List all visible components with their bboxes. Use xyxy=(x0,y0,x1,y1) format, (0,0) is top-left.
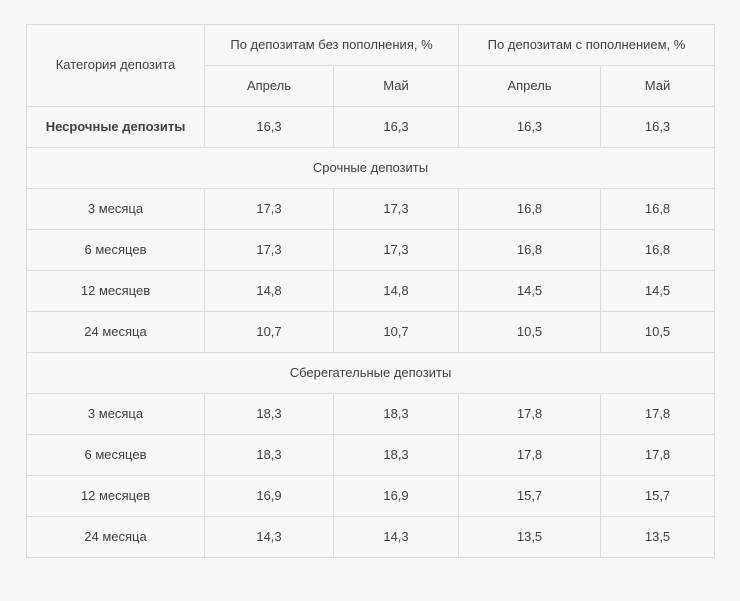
rate-cell: 16,3 xyxy=(334,107,459,148)
rate-cell: 14,8 xyxy=(205,271,334,312)
rate-cell: 18,3 xyxy=(205,394,334,435)
rate-cell: 14,3 xyxy=(205,517,334,558)
header-group-with-topup: По депозитам с пополнением, % xyxy=(459,25,715,66)
rate-cell: 14,5 xyxy=(601,271,715,312)
header-row-groups xyxy=(27,25,715,66)
rate-cell: 13,5 xyxy=(459,517,601,558)
rate-cell: 16,3 xyxy=(459,107,601,148)
rate-cell: 17,3 xyxy=(205,189,334,230)
table-section-row xyxy=(27,148,715,189)
row-label: 24 месяца xyxy=(27,517,205,558)
rate-cell: 16,9 xyxy=(334,476,459,517)
rate-cell: 16,8 xyxy=(459,230,601,271)
row-label: 3 месяца xyxy=(27,189,205,230)
header-month-4: Май xyxy=(601,66,715,107)
section-label: Срочные депозиты xyxy=(27,148,715,189)
rate-cell: 10,7 xyxy=(334,312,459,353)
table-header xyxy=(27,25,715,107)
table-body xyxy=(27,107,715,558)
table-row xyxy=(27,230,715,271)
rate-cell: 16,9 xyxy=(205,476,334,517)
table-row xyxy=(27,107,715,148)
header-month-1: Апрель xyxy=(205,66,334,107)
rate-cell: 16,3 xyxy=(205,107,334,148)
deposit-rates-table xyxy=(26,24,715,558)
table-row xyxy=(27,312,715,353)
rate-cell: 16,8 xyxy=(601,230,715,271)
rate-cell: 13,5 xyxy=(601,517,715,558)
rate-cell: 14,3 xyxy=(334,517,459,558)
rate-cell: 16,3 xyxy=(601,107,715,148)
rate-cell: 17,8 xyxy=(601,394,715,435)
rate-cell: 17,8 xyxy=(459,394,601,435)
rate-cell: 15,7 xyxy=(601,476,715,517)
section-label: Сберегательные депозиты xyxy=(27,353,715,394)
rate-cell: 14,8 xyxy=(334,271,459,312)
rate-cell: 10,5 xyxy=(601,312,715,353)
rate-cell: 16,8 xyxy=(601,189,715,230)
row-label: 12 месяцев xyxy=(27,271,205,312)
table-section-row xyxy=(27,353,715,394)
rate-cell: 17,8 xyxy=(459,435,601,476)
rate-cell: 17,3 xyxy=(205,230,334,271)
row-label: 3 месяца xyxy=(27,394,205,435)
rate-cell: 10,7 xyxy=(205,312,334,353)
rate-cell: 17,3 xyxy=(334,230,459,271)
table-row xyxy=(27,435,715,476)
rate-cell: 18,3 xyxy=(205,435,334,476)
table-row xyxy=(27,394,715,435)
rate-cell: 15,7 xyxy=(459,476,601,517)
row-label: 6 месяцев xyxy=(27,435,205,476)
rate-cell: 17,8 xyxy=(601,435,715,476)
rate-cell: 18,3 xyxy=(334,394,459,435)
table-row xyxy=(27,517,715,558)
row-label: 6 месяцев xyxy=(27,230,205,271)
rate-cell: 14,5 xyxy=(459,271,601,312)
rate-cell: 16,8 xyxy=(459,189,601,230)
header-category: Категория депозита xyxy=(27,25,205,107)
header-group-no-topup: По депозитам без пополнения, % xyxy=(205,25,459,66)
row-label: 24 месяца xyxy=(27,312,205,353)
row-label: 12 месяцев xyxy=(27,476,205,517)
table-row xyxy=(27,271,715,312)
header-month-2: Май xyxy=(334,66,459,107)
row-label: Несрочные депозиты xyxy=(27,107,205,148)
rate-cell: 18,3 xyxy=(334,435,459,476)
rate-cell: 10,5 xyxy=(459,312,601,353)
rate-cell: 17,3 xyxy=(334,189,459,230)
table-row xyxy=(27,476,715,517)
table-row xyxy=(27,189,715,230)
header-month-3: Апрель xyxy=(459,66,601,107)
